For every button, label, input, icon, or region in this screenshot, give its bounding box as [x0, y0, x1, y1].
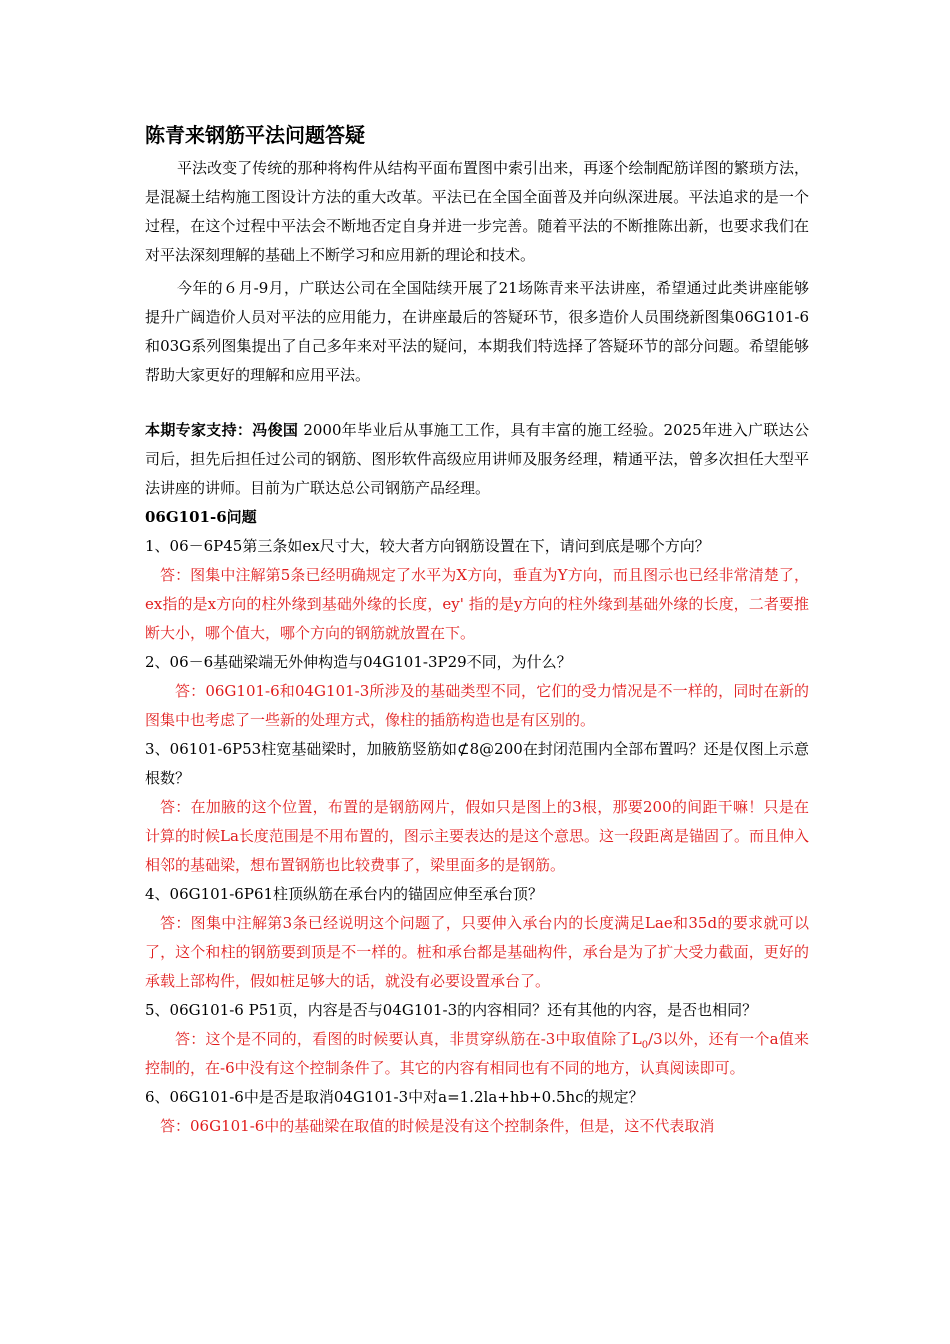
answer-5-subscript: 0 [641, 1040, 649, 1051]
answer-5-text-b: /3以外，还有一个a值来控制的，在-6中没有这个控制条件了。其它的内容有相同也有不同的地方，认真阅读即可。 [145, 1030, 809, 1077]
expert-label: 本期专家支持：冯俊国 [145, 421, 299, 439]
expert-paragraph [145, 416, 809, 503]
question-4: 4、06G101-6P61柱顶纵筋在承台内的锚固应伸至承台顶？ [145, 885, 544, 903]
question-2: 2、06－6基础梁端无外伸构造与04G101-3P29不同，为什么？ [145, 653, 572, 671]
answer-6: 答：06G101-6中的基础梁在取值的时候是没有这个控制条件，但是，这不代表取消 [160, 1117, 715, 1135]
intro-paragraph-1: 平法改变了传统的那种将构件从结构平面布置图中索引出来，再逐个绘制配筋详图的繁琐方法，是混凝土结构施工图设计方法的重大改革。平法已在全国全面普及并向纵深进展。平法追求的是一个过程，在这个过程中平法会不断地否定自身并进一步完善。随着平法的不断推陈出新，也要求我们在对平法深刻理解的基础上不断学习和应用新的理论和技术。 [145, 159, 809, 264]
question-3: 3、06101-6P53柱宽基础梁时，加腋筋竖筋如⊄8@200在封闭范围内全部布置吗？还是仅图上示意根数？ [145, 740, 809, 787]
answer-2: 答：06G101-6和04G101-3所涉及的基础类型不同，它们的受力情况是不一样的，同时在新的图集中也考虑了一些新的处理方式，像柱的插筋构造也是有区别的。 [145, 682, 809, 729]
document-title: 陈青来钢筋平法问题答疑 [145, 123, 365, 147]
answer-1: 答：图集中注解第5条已经明确规定了水平为X方向，垂直为Y方向，而且图示也已经非常清楚了，ex指的是x方向的柱外缘到基础外缘的长度，ey' 指的是y方向的柱外缘到基础外缘的长度，二者要推断大小，哪个值大，哪个方向的钢筋就放置在下。 [145, 566, 809, 642]
expert-description: 2000年毕业后从事施工工作，具有丰富的施工经验。2025年进入广联达公司后，担先后担任过公司的钢筋、图形软件高级应用讲师及服务经理，精通平法，曾多次担任大型平法讲座的讲师。目前为广联达总公司钢筋产品经理。 [145, 421, 809, 497]
answer-4: 答：图集中注解第3条已经说明这个问题了，只要伸入承台内的长度满足Lae和35d的要求就可以了，这个和柱的钢筋要到顶是不一样的。桩和承台都是基础构件，承台是为了扩大受力截面，更好的承载上部构件，假如桩足够大的话，就没有必要设置承台了。 [145, 914, 809, 990]
answer-5 [145, 1025, 809, 1083]
question-1: 1、06－6P45第三条如ex尺寸大，较大者方向钢筋设置在下，请问到底是哪个方向？ [145, 537, 710, 555]
question-5: 5、06G101-6 P51页，内容是否与04G101-3的内容相同？还有其他的内容，是否也相同？ [145, 1001, 758, 1019]
answer-5-text-a: 答：这个是不同的，看图的时候要认真，非贯穿纵筋在-3中取值除了L [175, 1030, 642, 1048]
intro-paragraph-2: 今年的６月-9月，广联达公司在全国陆续开展了21场陈青来平法讲座，希望通过此类讲座能够提升广阔造价人员对平法的应用能力，在讲座最后的答疑环节，很多造价人员围绕新图集06G101-6和03G系列图集提出了自己多年来对平法的疑问，本期我们特选择了答疑环节的部分问题。希望能够帮助大家更好的理解和应用平法。 [145, 279, 809, 384]
section-heading: 06G101-6问题 [145, 508, 257, 526]
document-page [145, 120, 809, 1141]
question-6: 6、06G101-6中是否是取消04G101-3中对a=1.2la+hb+0.5hc的规定？ [145, 1088, 644, 1106]
answer-3: 答：在加腋的这个位置，布置的是钢筋网片，假如只是图上的3根，那要200的间距干嘛！只是在计算的时候La长度范围是不用布置的，图示主要表达的是这个意思。这一段距离是锚固了。而且伸入相邻的基础梁，想布置钢筋也比较费事了，梁里面多的是钢筋。 [145, 798, 809, 874]
